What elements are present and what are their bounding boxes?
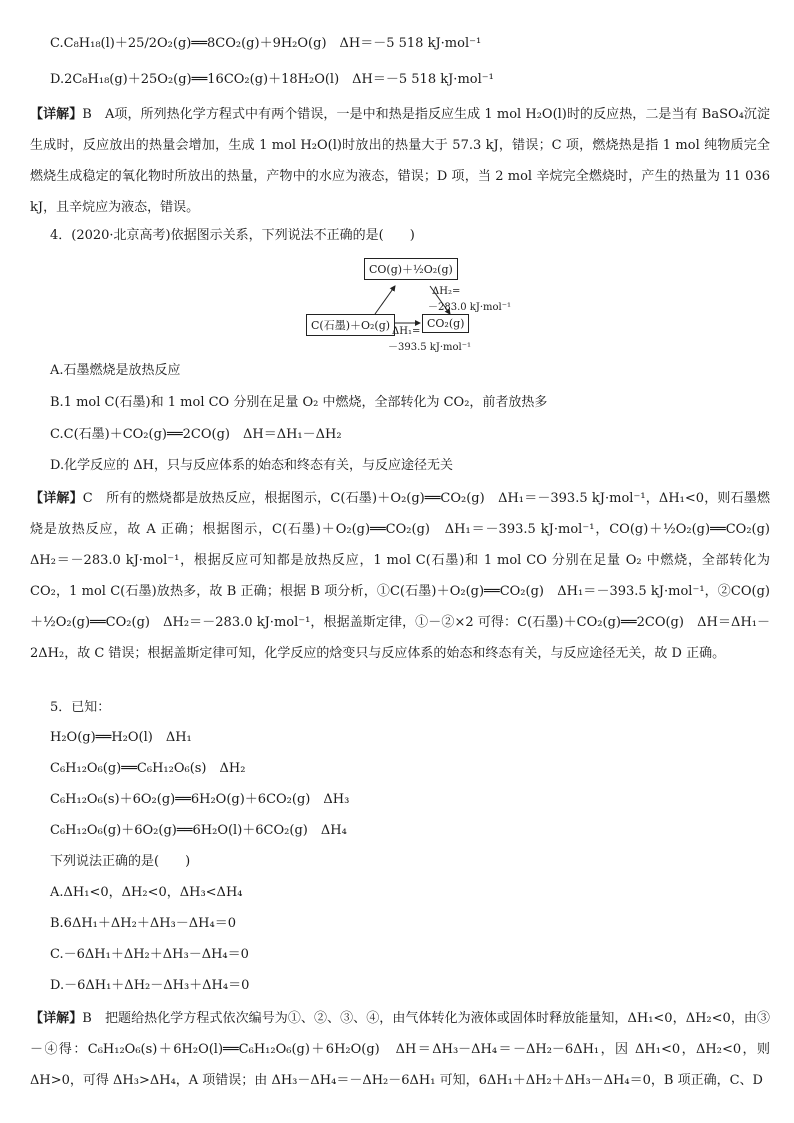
- q5-option-a: A.ΔH₁<0，ΔH₂<0，ΔH₃<ΔH₄: [50, 885, 243, 900]
- detail-text: C 所有的燃烧都是放热反应，根据图示，C(石墨)＋O₂(g)══CO₂(g) ΔH₁＝－393.5 kJ·mol⁻¹，ΔH₁<0，则石墨燃烧是放热反应，故 A 正确；根据图示，C(石墨)＋O₂(g)══CO₂(g) ΔH₁＝－393.5 kJ·mol⁻¹，CO(g)＋½O₂(g)══CO₂(g) ΔH₂＝－283.0 kJ·mol⁻¹，根据反应可知都是放热反应，1 mol C(石墨)和 1 mol CO 分别在足量 O₂ 中燃烧，全部转化为 CO₂，1 mol C(石墨)放热多，故 B 正确；根据 B 项分析，①C(石墨)＋O₂(g)══CO₂(g) ΔH₁＝－393.5 kJ·mol⁻¹，②CO(g)＋½O₂(g)══CO₂(g) ΔH₂＝－283.0 kJ·mol⁻¹，根据盖斯定律，①－②×2 可得：C(石墨)＋CO₂(g)══2CO(g) ΔH＝ΔH₁－2ΔH₂，故 C 错误；根据盖斯定律可知，化学反应的焓变只与反应体系的始态和终态有关，与反应途径无关，故 D 正确。: [30, 491, 784, 661]
- enthalpy-diagram: [300, 256, 530, 356]
- dh1-label: ΔH₁=: [392, 326, 421, 337]
- q5-option-c: C.－6ΔH₁＋ΔH₂＋ΔH₃－ΔH₄＝0: [50, 947, 249, 962]
- detail-tag: 【详解】: [30, 1011, 83, 1026]
- q5-equation-4: C₆H₁₂O₆(g)＋6O₂(g)══6H₂O(l)＋6CO₂(g) ΔH₄: [50, 823, 347, 838]
- detail-text: B 把题给热化学方程式依次编号为①、②、③、④，由气体转化为液体或固体时释放能量知，ΔH₁<0，ΔH₂<0，由③－④得：C₆H₁₂O₆(s)＋6H₂O(l)══C₆H₁₂O₆(g)＋6H₂O(g) ΔH＝ΔH₃－ΔH₄＝－ΔH₂－6ΔH₁，因 ΔH₁<0，ΔH₂<0，则 ΔH>0，可得 ΔH₃>ΔH₄，A 项错误；由 ΔH₃－ΔH₄＝－ΔH₂－6ΔH₁ 可知，6ΔH₁＋ΔH₂＋ΔH₃－ΔH₄＝0，B 项正确，C、D: [30, 1011, 770, 1088]
- q5-equation-1: H₂O(g)══H₂O(l) ΔH₁: [50, 730, 192, 745]
- option-c: C.C₈H₁₈(l)＋25/2O₂(g)══8CO₂(g)＋9H₂O(g) ΔH＝－5 518 kJ·mol⁻¹: [50, 36, 482, 51]
- q5-equation-2: C₆H₁₂O₆(g)══C₆H₁₂O₆(s) ΔH₂: [50, 761, 246, 776]
- box-graphite-o2: C(石墨)＋O₂(g): [306, 314, 395, 336]
- detail-text: B A项，所列热化学方程式中有两个错误，一是中和热是指反应生成 1 mol H₂O(l)时的反应热，二是当有 BaSO₄沉淀生成时，反应放出的热量会增加，生成 1 mol H₂O(l)时放出的热量大于 57.3 kJ，错误；C 项，燃烧热是指 1 mol 纯物质完全燃烧生成稳定的氧化物时所放出的热量，产物中的水应为液态，错误；D 项，当 2 mol 辛烷完全燃烧时，产生的热量为 11 036 kJ，且辛烷应为液态，错误。: [30, 107, 770, 215]
- dh2-label: ΔH₂=: [432, 286, 461, 297]
- dh2-value: －283.0 kJ·mol⁻¹: [428, 302, 512, 313]
- q4-option-a: A.石墨燃烧是放热反应: [50, 363, 181, 378]
- detail-tag: 【详解】: [30, 491, 83, 506]
- box-co-half-o2: CO(g)＋½O₂(g): [364, 258, 458, 280]
- q4-option-d: D.化学反应的 ΔH，只与反应体系的始态和终态有关，与反应途径无关: [50, 458, 453, 473]
- q4-option-b: B.1 mol C(石墨)和 1 mol CO 分别在足量 O₂ 中燃烧，全部转化为 CO₂，前者放热多: [50, 395, 548, 410]
- q5-stem: 5．已知：: [50, 700, 111, 715]
- detail-q4: [30, 483, 784, 689]
- q5-equation-3: C₆H₁₂O₆(s)＋6O₂(g)══6H₂O(g)＋6CO₂(g) ΔH₃: [50, 792, 350, 807]
- box-co2: CO₂(g): [422, 314, 469, 333]
- option-d: D.2C₈H₁₈(g)＋25O₂(g)══16CO₂(g)＋18H₂O(l) ΔH＝－5 518 kJ·mol⁻¹: [50, 72, 494, 87]
- detail-q5: [30, 1003, 770, 1123]
- dh1-value: －393.5 kJ·mol⁻¹: [388, 342, 472, 353]
- q5-question: 下列说法正确的是( ): [50, 854, 191, 869]
- detail-q3: [30, 99, 770, 223]
- q4-stem: 4．(2020·北京高考)依据图示关系，下列说法不正确的是( ): [50, 228, 415, 243]
- q4-option-c: C.C(石墨)＋CO₂(g)══2CO(g) ΔH＝ΔH₁－ΔH₂: [50, 427, 342, 442]
- q5-option-b: B.6ΔH₁＋ΔH₂＋ΔH₃－ΔH₄＝0: [50, 916, 236, 931]
- q5-option-d: D.－6ΔH₁＋ΔH₂－ΔH₃＋ΔH₄＝0: [50, 978, 250, 993]
- detail-tag: 【详解】: [30, 107, 83, 122]
